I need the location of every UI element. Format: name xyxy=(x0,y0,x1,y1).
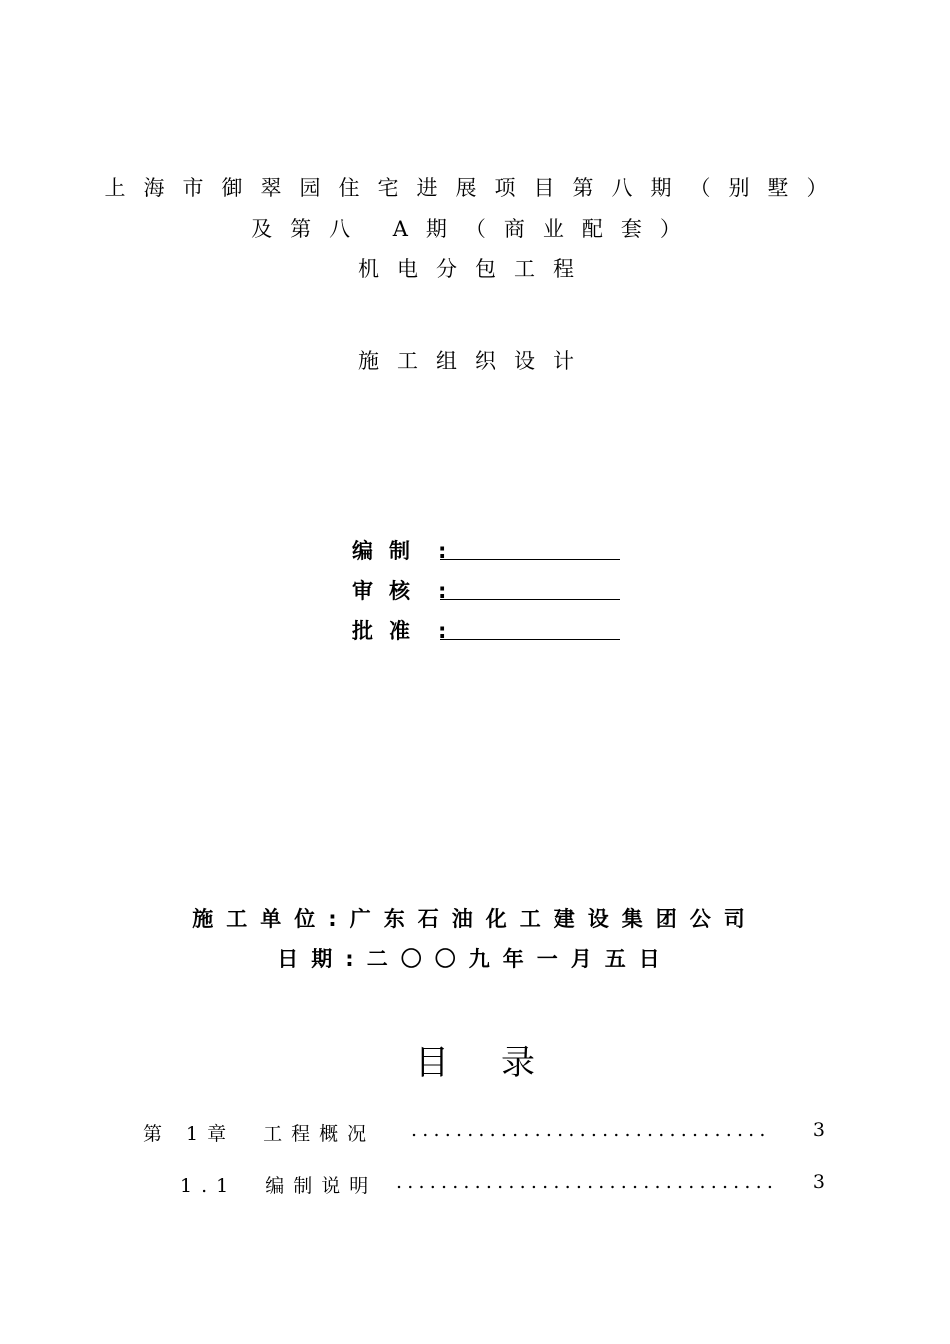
toc-entry-text: 1.1 编制说明 xyxy=(180,1175,378,1197)
toc-entry[interactable] xyxy=(180,1171,825,1197)
cover-title-line-1: 上海市御翠园住宅进展项目第八期（别墅） xyxy=(104,176,846,200)
toc-page-number: 3 xyxy=(812,1119,825,1141)
cover-title-line-3: 机电分包工程 xyxy=(358,257,592,281)
signature-blank-line xyxy=(440,559,620,560)
signature-colon: : xyxy=(438,579,447,603)
cover-subtitle: 施工组织设计 xyxy=(358,349,592,373)
signature-colon: : xyxy=(438,619,447,643)
signature-row-approver xyxy=(352,615,447,645)
toc-leader-dots: .................................. xyxy=(396,1171,779,1193)
signature-row-reviewer xyxy=(352,575,447,605)
toc-heading: 目录 xyxy=(415,1043,587,1083)
signature-blank-line xyxy=(440,599,620,600)
signature-row-compiler xyxy=(352,535,447,565)
signature-colon: : xyxy=(438,539,447,563)
signature-blank-line xyxy=(440,639,620,640)
toc-page-number: 3 xyxy=(812,1171,825,1193)
signature-label: 编制 xyxy=(352,539,426,563)
signature-label: 审核 xyxy=(352,579,426,603)
toc-leader-dots: ................................ xyxy=(411,1119,771,1141)
toc-entry[interactable] xyxy=(143,1119,825,1145)
cover-title-line-2: 及第八 A期（商业配套） xyxy=(251,217,699,241)
construction-unit: 施工单位:广东石油化工建设集团公司 xyxy=(192,907,758,931)
signature-label: 批准 xyxy=(352,619,426,643)
toc-entry-text: 第 1章 工程概况 xyxy=(143,1123,376,1145)
date-line: 日期:二〇〇九年一月五日 xyxy=(277,947,673,971)
